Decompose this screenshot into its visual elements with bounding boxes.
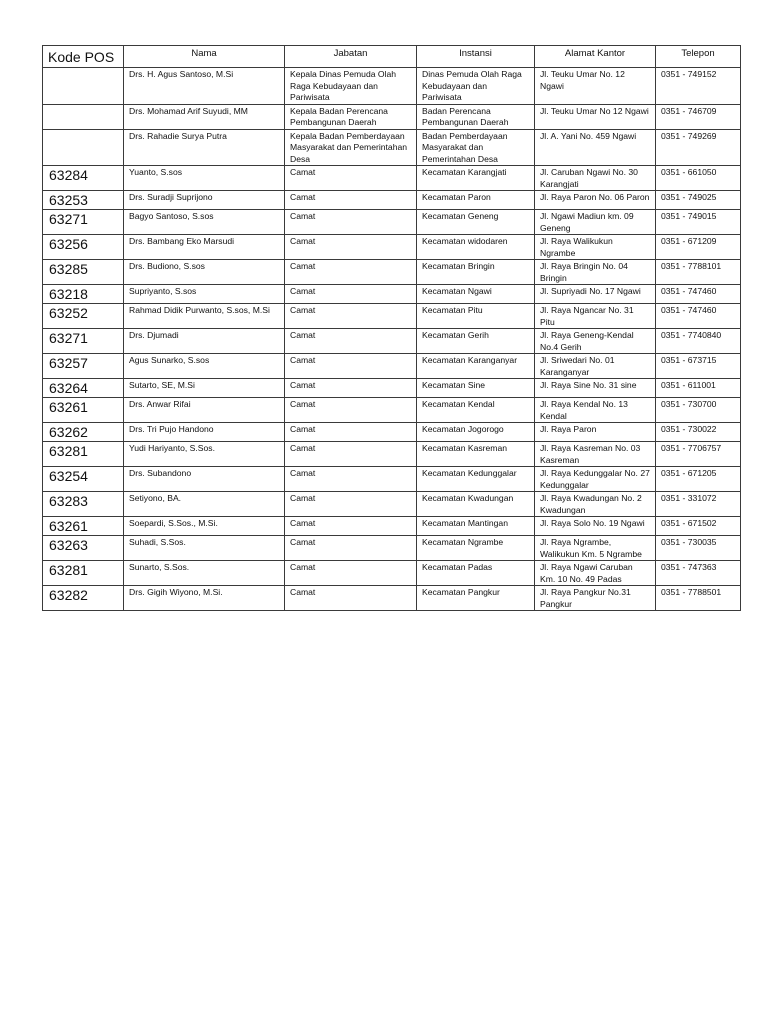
- cell-alamat-kantor: Jl. Raya Paron No. 06 Paron: [535, 191, 656, 210]
- cell-instansi: Kecamatan Geneng: [417, 210, 535, 235]
- cell-telepon: 0351 - 747460: [656, 285, 741, 304]
- cell-instansi: Kecamatan widodaren: [417, 235, 535, 260]
- cell-telepon: 0351 - 7788501: [656, 586, 741, 611]
- table-row: [43, 260, 741, 285]
- header-instansi: Instansi: [417, 46, 535, 68]
- header-jabatan: Jabatan: [285, 46, 417, 68]
- cell-nama: Setiyono, BA.: [124, 492, 285, 517]
- table-row: [43, 354, 741, 379]
- cell-telepon: 0351 - 671502: [656, 517, 741, 536]
- cell-kode-pos: 63254: [43, 467, 124, 492]
- cell-telepon: 0351 - 730035: [656, 536, 741, 561]
- cell-jabatan: Camat: [285, 304, 417, 329]
- cell-nama: Drs. Suradji Suprijono: [124, 191, 285, 210]
- cell-jabatan: Camat: [285, 536, 417, 561]
- table-row: [43, 329, 741, 354]
- cell-instansi: Kecamatan Jogorogo: [417, 423, 535, 442]
- cell-telepon: 0351 - 747460: [656, 304, 741, 329]
- cell-telepon: 0351 - 749269: [656, 129, 741, 166]
- cell-instansi: Kecamatan Karanganyar: [417, 354, 535, 379]
- cell-instansi: Kecamatan Pangkur: [417, 586, 535, 611]
- cell-instansi: Kecamatan Ngrambe: [417, 536, 535, 561]
- cell-jabatan: Kepala Badan Pemberdayaan Masyarakat dan Pemerintahan Desa: [285, 129, 417, 166]
- cell-nama: Yudi Hariyanto, S.Sos.: [124, 442, 285, 467]
- table-row: [43, 561, 741, 586]
- cell-nama: Drs. Anwar Rifai: [124, 398, 285, 423]
- cell-kode-pos: 63271: [43, 210, 124, 235]
- cell-jabatan: Camat: [285, 235, 417, 260]
- cell-kode-pos: 63281: [43, 561, 124, 586]
- table-row: [43, 210, 741, 235]
- cell-nama: Drs. H. Agus Santoso, M.Si: [124, 68, 285, 105]
- cell-alamat-kantor: Jl. Raya Kwadungan No. 2 Kwadungan: [535, 492, 656, 517]
- cell-alamat-kantor: Jl. Raya Ngancar No. 31 Pitu: [535, 304, 656, 329]
- cell-instansi: Kecamatan Padas: [417, 561, 535, 586]
- table-row: [43, 492, 741, 517]
- cell-instansi: Kecamatan Karangjati: [417, 166, 535, 191]
- cell-telepon: 0351 - 749025: [656, 191, 741, 210]
- cell-kode-pos: 63283: [43, 492, 124, 517]
- table-row: [43, 68, 741, 105]
- cell-alamat-kantor: Jl. Raya Kedunggalar No. 27 Kedunggalar: [535, 467, 656, 492]
- table-row: [43, 467, 741, 492]
- cell-kode-pos: 63285: [43, 260, 124, 285]
- cell-kode-pos: 63256: [43, 235, 124, 260]
- cell-telepon: 0351 - 749015: [656, 210, 741, 235]
- cell-instansi: Kecamatan Ngawi: [417, 285, 535, 304]
- cell-telepon: 0351 - 7706757: [656, 442, 741, 467]
- cell-telepon: 0351 - 671209: [656, 235, 741, 260]
- cell-nama: Drs. Gigih Wiyono, M.Si.: [124, 586, 285, 611]
- cell-jabatan: Camat: [285, 210, 417, 235]
- cell-alamat-kantor: Jl. Raya Ngrambe, Walikukun Km. 5 Ngrambe: [535, 536, 656, 561]
- cell-nama: Agus Sunarko, S.sos: [124, 354, 285, 379]
- cell-kode-pos: 63252: [43, 304, 124, 329]
- cell-jabatan: Camat: [285, 398, 417, 423]
- cell-nama: Sutarto, SE, M.Si: [124, 379, 285, 398]
- cell-instansi: Dinas Pemuda Olah Raga Kebudayaan dan Pariwisata: [417, 68, 535, 105]
- cell-instansi: Kecamatan Paron: [417, 191, 535, 210]
- cell-alamat-kantor: Jl. Raya Kasreman No. 03 Kasreman: [535, 442, 656, 467]
- cell-telepon: 0351 - 331072: [656, 492, 741, 517]
- cell-alamat-kantor: Jl. Raya Ngawi Caruban Km. 10 No. 49 Padas: [535, 561, 656, 586]
- cell-nama: Suhadi, S.Sos.: [124, 536, 285, 561]
- cell-kode-pos: [43, 129, 124, 166]
- table-row: [43, 166, 741, 191]
- cell-alamat-kantor: Jl. Raya Sine No. 31 sine: [535, 379, 656, 398]
- cell-telepon: 0351 - 730022: [656, 423, 741, 442]
- cell-jabatan: Camat: [285, 285, 417, 304]
- cell-telepon: 0351 - 7740840: [656, 329, 741, 354]
- cell-kode-pos: 63218: [43, 285, 124, 304]
- cell-nama: Supriyanto, S.sos: [124, 285, 285, 304]
- cell-kode-pos: 63257: [43, 354, 124, 379]
- cell-alamat-kantor: Jl. Caruban Ngawi No. 30 Karangjati: [535, 166, 656, 191]
- cell-jabatan: Camat: [285, 517, 417, 536]
- cell-instansi: Kecamatan Kwadungan: [417, 492, 535, 517]
- cell-jabatan: Camat: [285, 492, 417, 517]
- cell-alamat-kantor: Jl. A. Yani No. 459 Ngawi: [535, 129, 656, 166]
- table-row: [43, 423, 741, 442]
- cell-telepon: 0351 - 671205: [656, 467, 741, 492]
- cell-nama: Drs. Tri Pujo Handono: [124, 423, 285, 442]
- cell-nama: Yuanto, S.sos: [124, 166, 285, 191]
- cell-jabatan: Camat: [285, 329, 417, 354]
- cell-instansi: Kecamatan Bringin: [417, 260, 535, 285]
- cell-jabatan: Kepala Badan Perencana Pembangunan Daerah: [285, 104, 417, 129]
- header-row: [43, 46, 741, 68]
- cell-jabatan: Kepala Dinas Pemuda Olah Raga Kebudayaan dan Pariwisata: [285, 68, 417, 105]
- contact-table: [42, 45, 741, 611]
- cell-instansi: Kecamatan Kedunggalar: [417, 467, 535, 492]
- cell-alamat-kantor: Jl. Raya Geneng-Kendal No.4 Gerih: [535, 329, 656, 354]
- cell-jabatan: Camat: [285, 379, 417, 398]
- cell-jabatan: Camat: [285, 467, 417, 492]
- cell-kode-pos: 63284: [43, 166, 124, 191]
- table-row: [43, 442, 741, 467]
- cell-kode-pos: [43, 68, 124, 105]
- header-telepon: Telepon: [656, 46, 741, 68]
- table-row: [43, 104, 741, 129]
- cell-jabatan: Camat: [285, 561, 417, 586]
- cell-kode-pos: 63282: [43, 586, 124, 611]
- cell-instansi: Kecamatan Gerih: [417, 329, 535, 354]
- header-alamat-kantor: Alamat Kantor: [535, 46, 656, 68]
- cell-instansi: Kecamatan Sine: [417, 379, 535, 398]
- table-row: [43, 586, 741, 611]
- cell-jabatan: Camat: [285, 423, 417, 442]
- cell-telepon: 0351 - 749152: [656, 68, 741, 105]
- cell-instansi: Kecamatan Pitu: [417, 304, 535, 329]
- table-row: [43, 191, 741, 210]
- cell-instansi: Kecamatan Kendal: [417, 398, 535, 423]
- cell-kode-pos: [43, 104, 124, 129]
- cell-kode-pos: 63264: [43, 379, 124, 398]
- cell-nama: Drs. Rahadie Surya Putra: [124, 129, 285, 166]
- cell-kode-pos: 63262: [43, 423, 124, 442]
- cell-alamat-kantor: Jl. Supriyadi No. 17 Ngawi: [535, 285, 656, 304]
- cell-alamat-kantor: Jl. Raya Solo No. 19 Ngawi: [535, 517, 656, 536]
- cell-alamat-kantor: Jl. Raya Walikukun Ngrambe: [535, 235, 656, 260]
- cell-jabatan: Camat: [285, 191, 417, 210]
- cell-alamat-kantor: Jl. Raya Paron: [535, 423, 656, 442]
- cell-nama: Soepardi, S.Sos., M.Si.: [124, 517, 285, 536]
- cell-jabatan: Camat: [285, 260, 417, 285]
- cell-kode-pos: 63271: [43, 329, 124, 354]
- cell-alamat-kantor: Jl. Raya Pangkur No.31 Pangkur: [535, 586, 656, 611]
- cell-alamat-kantor: Jl. Ngawi Madiun km. 09 Geneng: [535, 210, 656, 235]
- cell-alamat-kantor: Jl. Sriwedari No. 01 Karanganyar: [535, 354, 656, 379]
- cell-instansi: Badan Pemberdayaan Masyarakat dan Pemerintahan Desa: [417, 129, 535, 166]
- cell-nama: Drs. Djumadi: [124, 329, 285, 354]
- cell-telepon: 0351 - 746709: [656, 104, 741, 129]
- cell-kode-pos: 63261: [43, 517, 124, 536]
- table-row: [43, 379, 741, 398]
- table-row: [43, 517, 741, 536]
- cell-nama: Bagyo Santoso, S.sos: [124, 210, 285, 235]
- cell-telepon: 0351 - 7788101: [656, 260, 741, 285]
- table-row: [43, 129, 741, 166]
- cell-alamat-kantor: Jl. Raya Kendal No. 13 Kendal: [535, 398, 656, 423]
- cell-nama: Rahmad Didik Purwanto, S.sos, M.Si: [124, 304, 285, 329]
- table-body: [43, 68, 741, 611]
- cell-nama: Sunarto, S.Sos.: [124, 561, 285, 586]
- cell-kode-pos: 63261: [43, 398, 124, 423]
- table-row: [43, 235, 741, 260]
- cell-nama: Drs. Budiono, S.sos: [124, 260, 285, 285]
- cell-nama: Drs. Bambang Eko Marsudi: [124, 235, 285, 260]
- cell-jabatan: Camat: [285, 354, 417, 379]
- cell-jabatan: Camat: [285, 166, 417, 191]
- cell-jabatan: Camat: [285, 586, 417, 611]
- cell-kode-pos: 63253: [43, 191, 124, 210]
- cell-telepon: 0351 - 747363: [656, 561, 741, 586]
- cell-kode-pos: 63281: [43, 442, 124, 467]
- cell-alamat-kantor: Jl. Raya Bringin No. 04 Bringin: [535, 260, 656, 285]
- table-row: [43, 285, 741, 304]
- table-row: [43, 398, 741, 423]
- cell-instansi: Kecamatan Kasreman: [417, 442, 535, 467]
- cell-alamat-kantor: Jl. Teuku Umar No. 12 Ngawi: [535, 68, 656, 105]
- cell-telepon: 0351 - 673715: [656, 354, 741, 379]
- cell-kode-pos: 63263: [43, 536, 124, 561]
- header-nama: Nama: [124, 46, 285, 68]
- document-sheet: [42, 45, 740, 611]
- table-row: [43, 304, 741, 329]
- cell-instansi: Badan Perencana Pembangunan Daerah: [417, 104, 535, 129]
- cell-alamat-kantor: Jl. Teuku Umar No 12 Ngawi: [535, 104, 656, 129]
- cell-telepon: 0351 - 611001: [656, 379, 741, 398]
- header-kode-pos: Kode POS: [43, 46, 124, 68]
- cell-jabatan: Camat: [285, 442, 417, 467]
- cell-nama: Drs. Mohamad Arif Suyudi, MM: [124, 104, 285, 129]
- cell-instansi: Kecamatan Mantingan: [417, 517, 535, 536]
- cell-telepon: 0351 - 661050: [656, 166, 741, 191]
- table-row: [43, 536, 741, 561]
- cell-telepon: 0351 - 730700: [656, 398, 741, 423]
- cell-nama: Drs. Subandono: [124, 467, 285, 492]
